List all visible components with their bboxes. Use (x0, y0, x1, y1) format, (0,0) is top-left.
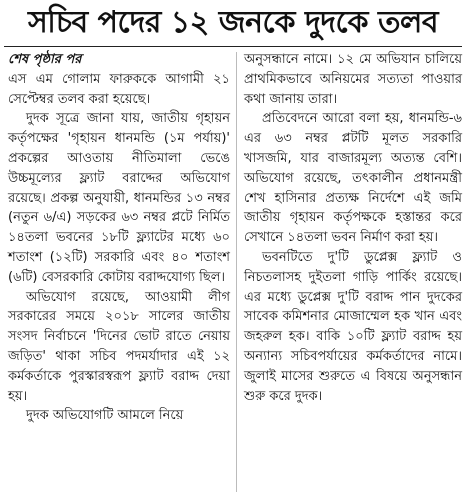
article-paragraph: দুদক অভিযোগটি আমলে নিয়ে (26, 408, 184, 424)
column-divider (236, 52, 237, 492)
continued-label: শেষ পৃষ্ঠার পর (8, 52, 82, 67)
article-paragraph: প্রতিবেদনে আরো বলা হয়, ধানমন্ডি-৬ এর ৬৩ নম্বর প্লটটি মূলত সরকারি খাসজমি, যার বাজারমূল্য অত্যন্ত বেশি। অভিযোগ রয়েছে, তৎকালীন প্রধানমন্ত্রী শেখ হাসিনার প্রত্যক্ষ নির্দেশে এই জমি জাতীয় গৃহায়ন কর্তৃপক্ষকে হস্তান্তর করে সেখানে ১৪তলা ভবন নির্মাণ করা হয়। (244, 111, 462, 246)
headline-rule (4, 46, 462, 47)
left-column (8, 50, 230, 426)
headline: সচিব পদের ১২ জনকে দুদকে তলব (27, 5, 439, 40)
article-paragraph: এস এম গোলাম ফারুককে আগামী ২১ সেপ্টেম্বর তলব করা হয়েছে। (8, 71, 230, 107)
article-paragraph: ভবনটিতে দু'টি ডুপ্লেক্স ফ্ল্যাট ও নিচতলাসহ দুইতলা গাড়ি পার্কিং রয়েছে। এর মধ্যে ডুপ্লেক্স দু'টি বরাদ্দ পান দুদকের সাবেক কমিশনার মোজাম্মেল হক খান এবং জহরুল হক। বাকি ১০টি ফ্ল্যাট বরাদ্দ হয় অন্যান্য সচিবপর্যায়ের কর্মকর্তাদের নামে। জুলাই মাসের শুরুতে এ বিষয়ে অনুসন্ধান শুরু করে দুদক। (244, 249, 462, 404)
article-paragraph (8, 50, 230, 70)
right-column (244, 50, 462, 406)
article-paragraph: অভিযোগ রয়েছে, আওয়ামী লীগ সরকারের সময়ে ২০১৮ সালের জাতীয় সংসদ নির্বাচনে 'দিনের ভোট রাতে নেয়ায় জড়িত' থাকা সচিব পদমর্যাদার এই ১২ কর্মকর্তাকে পুরস্কারস্বরূপ ফ্ল্যাট বরাদ্দ দেয়া হয়। (8, 289, 230, 404)
article-paragraph: দুদক সূত্রে জানা যায়, জাতীয় গৃহায়ন কর্তৃপক্ষের 'গৃহায়ন ধানমন্ডি (১ম পর্যায়)' প্রকল্পের আওতায় নীতিমালা ভেঙে উচ্চমূল্যের ফ্ল্যাট বরাদ্দের অভিযোগ রয়েছে। প্রকল্প অনুযায়ী, ধানমন্ডির ১৩ নম্বর (নতুন ৬/এ) সড়কের ৬৩ নম্বর প্লটে নির্মিত ১৪তলা ভবনের ১৮টি ফ্ল্যাটের মধ্যে ৬০ শতাংশ (১২টি) সরকারি এবং ৪০ শতাংশ (৬টি) বেসরকারি কোটায় বরাদ্দযোগ্য ছিল। (8, 111, 230, 285)
article-paragraph: অনুসন্ধানে নামে। ১২ মে অভিযান চালিয়ে প্রাথমিকভাবে অনিয়মের সত্যতা পাওয়ার কথা জানায় তারা। (244, 52, 462, 107)
